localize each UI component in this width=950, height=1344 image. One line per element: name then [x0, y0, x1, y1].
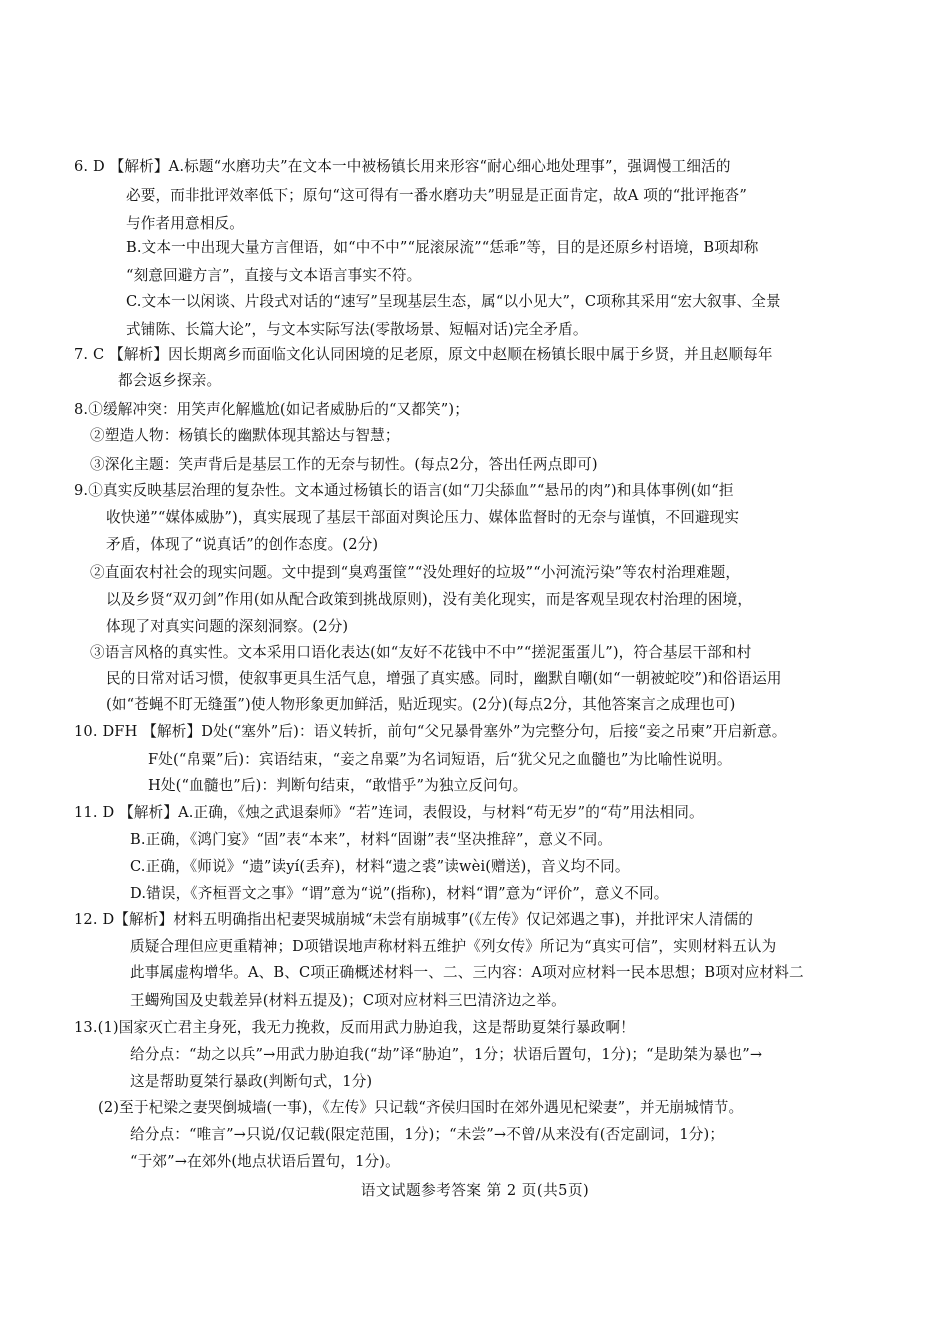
q11-line-2: B.正确，《鸿门宴》“固”表“本来”，材料“固谢”表“坚决推辞”，意义不同。 — [130, 831, 613, 848]
q13-line-3: 这是帮助夏桀行暴政(判断句式，1分) — [130, 1073, 373, 1090]
q9-line-8: 民的日常对话习惯，使叙事更具生活气息，增强了真实感。同时，幽默自嘲(如“一朝被蛇咬”)和俗语运用 — [106, 670, 782, 687]
q8-line-2: ②塑造人物：杨镇长的幽默体现其豁达与智慧； — [90, 427, 400, 444]
q6-line-3: 与作者用意相反。 — [126, 215, 244, 232]
q12-line-3: 此事属虚构增华。A、B、C项正确概述材料一、二、三内容：A项对应材料一民本思想；B项对应材料二 — [130, 964, 804, 981]
page-footer: 语文试题参考答案 第 2 页(共5页) — [360, 1182, 590, 1199]
q6-line-2: 必要，而非批评效率低下；原句“这可得有一番水磨功夫”明显是正面肯定，故A 项的“批评拖沓” — [126, 187, 747, 204]
q9-line-4: ②直面农村社会的现实问题。文中提到“臭鸡蛋筐”“没处理好的垃圾”“小河流污染”等农村治理难题， — [90, 564, 741, 581]
q9-line-3: 矛盾，体现了“说真话”的创作态度。(2分) — [106, 536, 379, 553]
q9-line-2: 收快递”“媒体威胁”)，真实展现了基层干部面对舆论压力、媒体监督时的无奈与谨慎，不回避现实 — [106, 509, 740, 526]
q12-line-1: 12. D【解析】材料五明确指出杞妻哭城崩城“未尝有崩城事”(《左传》仅记郊遇之事)，并批评宋人清儒的 — [74, 911, 754, 928]
q9-line-5: 以及乡贤“双刃剑”作用(如从配合政策到挑战原则)，没有美化现实，而是客观呈现农村治理的困境， — [106, 591, 753, 608]
q8-line-1: 8.①缓解冲突：用笑声化解尴尬(如记者威胁后的“又都笑”)； — [74, 401, 469, 418]
q9-line-6: 体现了对真实问题的深刻洞察。(2分) — [106, 618, 349, 635]
q6-line-4: B.文本一中出现大量方言俚语，如“中不中”“屁滚尿流”“恁乖”等，目的是还原乡村语境，B项却称 — [126, 239, 759, 256]
q8-line-3: ③深化主题：笑声背后是基层工作的无奈与韧性。(每点2分，答出任两点即可) — [90, 456, 598, 473]
q11-line-1: 11. D 【解析】A.正确，《烛之武退秦师》“若”连词，表假设，与材料“苟无岁”的“苟”用法相同。 — [74, 804, 704, 821]
q12-line-2: 质疑合理但应更重精神；D项错误地声称材料五维护《列女传》所记为“真实可信”，实则材料五认为 — [130, 938, 777, 955]
q6-line-7: 式铺陈、长篇大论”，与文本实际写法(零散场景、短幅对话)完全矛盾。 — [126, 321, 588, 338]
q7-line-2: 都会返乡探亲。 — [118, 372, 222, 389]
q9-line-1: 9.①真实反映基层治理的复杂性。文本通过杨镇长的语言(如“刀尖舔血”“悬吊的肉”)和具体事例(如“拒 — [74, 482, 734, 499]
q9-line-9: (如“苍蝇不盯无缝蛋”)使人物形象更加鲜活，贴近现实。(2分)(每点2分，其他答案言之成理也可) — [106, 696, 736, 713]
q10-line-3: H处(“血髓也”后)：判断句结束，“敢惜乎”为独立反问句。 — [148, 777, 528, 794]
q12-line-4: 王蠋殉国及史载差异(材料五提及)；C项对应材料三巴清济边之举。 — [130, 992, 566, 1009]
q6-line-1: 6. D 【解析】A.标题“水磨功夫”在文本一中被杨镇长用来形容“耐心细心地处理事”，强调慢工细活的 — [74, 158, 731, 175]
q6-line-5: “刻意回避方言”，直接与文本语言事实不符。 — [126, 267, 422, 284]
q13-line-4: (2)至于杞梁之妻哭倒城墙(一事)，《左传》只记载“齐侯归国时在郊外遇见杞梁妻”，并无崩城情节。 — [98, 1099, 744, 1116]
q13-line-6: “于郊”→在郊外(地点状语后置句，1分)。 — [130, 1153, 400, 1170]
q13-line-1: 13.(1)国家灭亡君主身死，我无力挽救，反而用武力胁迫我，这是帮助夏桀行暴政啊！ — [74, 1019, 635, 1036]
q13-line-2: 给分点：“劫之以兵”→用武力胁迫我(“劫”译“胁迫”，1分；状语后置句，1分)；“是助桀为暴也”→ — [130, 1046, 763, 1063]
q6-line-6: C.文本一以闲谈、片段式对话的“速写”呈现基层生态，属“以小见大”，C项称其采用“宏大叙事、全景 — [126, 293, 781, 310]
q10-line-2: F处(“帛粟”后)：宾语结束，“妾之帛粟”为名词短语，后“犹父兄之血髓也”为比喻性说明。 — [148, 751, 732, 768]
q13-line-5: 给分点：“唯言”→只说/仅记载(限定范围，1分)；“未尝”→不曾/从来没有(否定副词，1分)； — [130, 1126, 725, 1143]
q7-line-1: 7. C 【解析】因长期离乡而面临文化认同困境的足老原，原文中赵顺在杨镇长眼中属于乡贤，并且赵顺每年 — [74, 346, 773, 363]
q11-line-4: D.错误，《齐桓晋文之事》“谓”意为“说”(指称)，材料“谓”意为“评价”，意义不同。 — [130, 885, 669, 902]
q9-line-7: ③语言风格的真实性。文本采用口语化表达(如“友好不花钱中不中”“搓泥蛋蛋儿”)，符合基层干部和村 — [90, 644, 752, 661]
q11-line-3: C.正确，《师说》“遗”读yí(丢弃)，材料“遗之裘”读wèi(赠送)，音义均不同。 — [130, 858, 630, 875]
q10-line-1: 10. DFH 【解析】D处(“塞外”后)：语义转折，前句“父兄暴骨塞外”为完整分句，后接“妾之吊柬”开启新意。 — [74, 723, 787, 740]
